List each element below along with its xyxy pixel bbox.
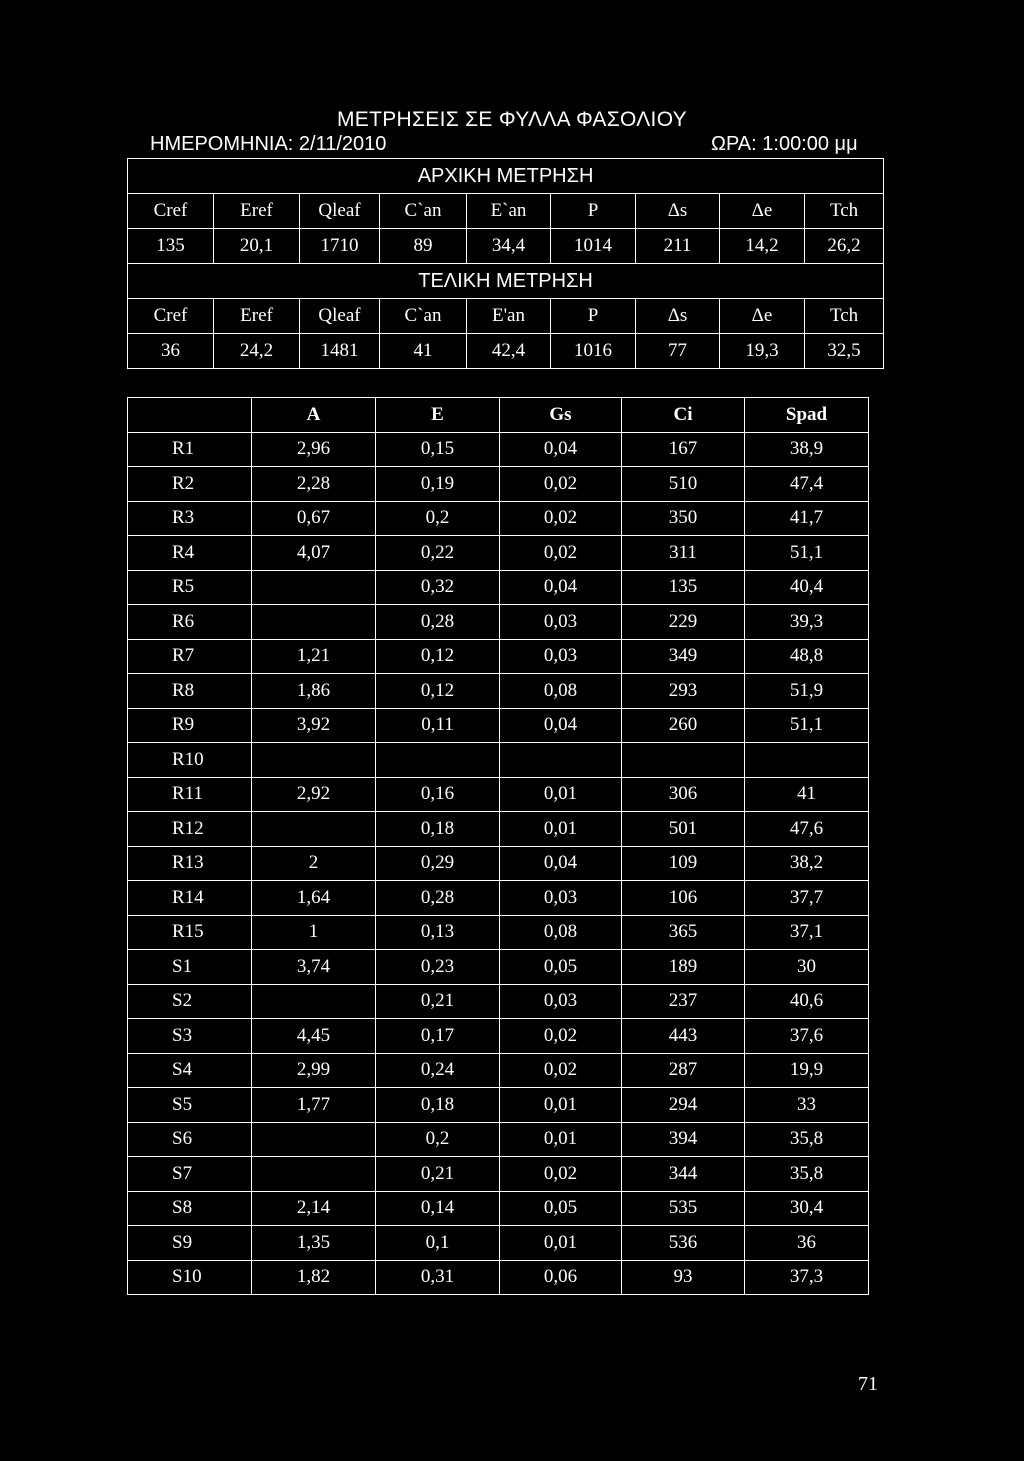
table-cell: 0,02 bbox=[500, 536, 622, 571]
table-cell: S4 bbox=[128, 1053, 252, 1088]
header-cell: Ci bbox=[622, 398, 745, 433]
table-cell: 0,32 bbox=[376, 570, 500, 605]
table-cell: S1 bbox=[128, 950, 252, 985]
header-row bbox=[128, 398, 869, 433]
table-cell: 47,6 bbox=[745, 812, 869, 847]
table-row bbox=[128, 950, 869, 985]
table-cell: 48,8 bbox=[745, 639, 869, 674]
table-row bbox=[128, 777, 869, 812]
table-cell: 2,96 bbox=[252, 432, 376, 467]
table-cell: 0,28 bbox=[376, 605, 500, 640]
table-cell: 1 bbox=[252, 915, 376, 950]
value-cell: 24,2 bbox=[214, 334, 300, 369]
header-cell: Qleaf bbox=[300, 299, 380, 334]
value-row bbox=[128, 334, 884, 369]
table-cell bbox=[252, 605, 376, 640]
value-cell: 14,2 bbox=[720, 229, 805, 264]
table-row bbox=[128, 536, 869, 571]
table-cell: 0,12 bbox=[376, 639, 500, 674]
table-cell: 0,01 bbox=[500, 1122, 622, 1157]
table-cell bbox=[500, 743, 622, 778]
table-cell: 0,67 bbox=[252, 501, 376, 536]
table-cell: 167 bbox=[622, 432, 745, 467]
table-row bbox=[128, 743, 869, 778]
table-cell: 0,28 bbox=[376, 881, 500, 916]
table-cell: 0,1 bbox=[376, 1226, 500, 1261]
table-cell: S7 bbox=[128, 1157, 252, 1192]
table-cell: 237 bbox=[622, 984, 745, 1019]
table-cell: R3 bbox=[128, 501, 252, 536]
table-cell: 510 bbox=[622, 467, 745, 502]
table-row bbox=[128, 1122, 869, 1157]
section-row bbox=[128, 264, 884, 299]
table-cell: 39,3 bbox=[745, 605, 869, 640]
value-cell: 1016 bbox=[551, 334, 636, 369]
table-cell: 0,31 bbox=[376, 1260, 500, 1295]
table-cell: 535 bbox=[622, 1191, 745, 1226]
table-cell bbox=[376, 743, 500, 778]
table-row bbox=[128, 1191, 869, 1226]
table-cell: 4,45 bbox=[252, 1019, 376, 1054]
table-cell: 0,16 bbox=[376, 777, 500, 812]
value-cell: 77 bbox=[636, 334, 720, 369]
table-cell: 33 bbox=[745, 1088, 869, 1123]
table-cell: 1,77 bbox=[252, 1088, 376, 1123]
table-row bbox=[128, 1053, 869, 1088]
table-row bbox=[128, 1226, 869, 1261]
table-cell: 0,21 bbox=[376, 984, 500, 1019]
table-cell: 1,21 bbox=[252, 639, 376, 674]
table-row bbox=[128, 432, 869, 467]
header-cell: Δs bbox=[636, 299, 720, 334]
header-cell: Δe bbox=[720, 194, 805, 229]
table-row bbox=[128, 467, 869, 502]
table-cell: 443 bbox=[622, 1019, 745, 1054]
table-row bbox=[128, 674, 869, 709]
value-cell: 135 bbox=[128, 229, 214, 264]
table-cell: 0,2 bbox=[376, 501, 500, 536]
table-cell: 36 bbox=[745, 1226, 869, 1261]
table-cell: 93 bbox=[622, 1260, 745, 1295]
header-cell: Δe bbox=[720, 299, 805, 334]
value-cell: 20,1 bbox=[214, 229, 300, 264]
table-cell: R5 bbox=[128, 570, 252, 605]
table-cell: 0,29 bbox=[376, 846, 500, 881]
table-row bbox=[128, 570, 869, 605]
table-cell: 0,15 bbox=[376, 432, 500, 467]
measurement-date: ΗΜΕΡΟΜΗΝΙΑ: 2/11/2010 bbox=[150, 133, 387, 155]
table-cell: 37,7 bbox=[745, 881, 869, 916]
header-cell: Cref bbox=[128, 299, 214, 334]
table-cell: 0,04 bbox=[500, 432, 622, 467]
table-cell: R12 bbox=[128, 812, 252, 847]
table-cell: 0,05 bbox=[500, 950, 622, 985]
table-cell bbox=[252, 1122, 376, 1157]
header-cell: E`an bbox=[467, 194, 551, 229]
table-cell: 0,24 bbox=[376, 1053, 500, 1088]
table-row bbox=[128, 846, 869, 881]
table-cell: 0,08 bbox=[500, 674, 622, 709]
table-cell: S3 bbox=[128, 1019, 252, 1054]
table-cell: 0,02 bbox=[500, 1019, 622, 1054]
header-cell: Eref bbox=[214, 299, 300, 334]
table-cell: 294 bbox=[622, 1088, 745, 1123]
table-cell bbox=[252, 984, 376, 1019]
value-cell: 89 bbox=[380, 229, 467, 264]
section-row bbox=[128, 159, 884, 194]
table-cell: R8 bbox=[128, 674, 252, 709]
table-row bbox=[128, 1088, 869, 1123]
header-cell: Qleaf bbox=[300, 194, 380, 229]
header-cell: Δs bbox=[636, 194, 720, 229]
header-cell: Tch bbox=[805, 299, 884, 334]
table-cell: S5 bbox=[128, 1088, 252, 1123]
table-cell: 38,9 bbox=[745, 432, 869, 467]
table-cell: 4,07 bbox=[252, 536, 376, 571]
table-cell: 37,1 bbox=[745, 915, 869, 950]
header-cell: C`an bbox=[380, 194, 467, 229]
table-cell: 0,04 bbox=[500, 846, 622, 881]
table-cell: R10 bbox=[128, 743, 252, 778]
table-cell: 349 bbox=[622, 639, 745, 674]
table-row bbox=[128, 1260, 869, 1295]
value-row bbox=[128, 229, 884, 264]
table-cell: 0,21 bbox=[376, 1157, 500, 1192]
table-cell: 0,02 bbox=[500, 1053, 622, 1088]
table-cell: 1,64 bbox=[252, 881, 376, 916]
table-cell: R13 bbox=[128, 846, 252, 881]
table-row bbox=[128, 1157, 869, 1192]
table-cell bbox=[252, 570, 376, 605]
table-cell: S8 bbox=[128, 1191, 252, 1226]
value-cell: 41 bbox=[380, 334, 467, 369]
value-cell: 34,4 bbox=[467, 229, 551, 264]
header-cell: Gs bbox=[500, 398, 622, 433]
table-cell: 0,22 bbox=[376, 536, 500, 571]
table-cell: 0,13 bbox=[376, 915, 500, 950]
table-cell: 51,1 bbox=[745, 708, 869, 743]
table-cell: 19,9 bbox=[745, 1053, 869, 1088]
table-cell: 38,2 bbox=[745, 846, 869, 881]
value-cell: 19,3 bbox=[720, 334, 805, 369]
table-cell: 350 bbox=[622, 501, 745, 536]
table-cell: 2,28 bbox=[252, 467, 376, 502]
value-cell: 32,5 bbox=[805, 334, 884, 369]
value-cell: 211 bbox=[636, 229, 720, 264]
table-cell: 260 bbox=[622, 708, 745, 743]
header-cell: P bbox=[551, 299, 636, 334]
value-cell: 26,2 bbox=[805, 229, 884, 264]
measurement-time: ΩΡΑ: 1:00:00 μμ bbox=[711, 133, 858, 155]
table-cell: R11 bbox=[128, 777, 252, 812]
table-cell: 0,01 bbox=[500, 1088, 622, 1123]
table-cell: 536 bbox=[622, 1226, 745, 1261]
value-cell: 42,4 bbox=[467, 334, 551, 369]
measurement-table bbox=[127, 158, 884, 369]
table-cell: 2,99 bbox=[252, 1053, 376, 1088]
table-row bbox=[128, 708, 869, 743]
table-cell: 0,04 bbox=[500, 570, 622, 605]
table-cell: 0,12 bbox=[376, 674, 500, 709]
table-cell: 0,02 bbox=[500, 501, 622, 536]
table-cell: 501 bbox=[622, 812, 745, 847]
value-cell: 1481 bbox=[300, 334, 380, 369]
table-cell: 109 bbox=[622, 846, 745, 881]
table-cell: R14 bbox=[128, 881, 252, 916]
table-cell: 0,14 bbox=[376, 1191, 500, 1226]
table-cell bbox=[622, 743, 745, 778]
table-cell: 0,23 bbox=[376, 950, 500, 985]
table-row bbox=[128, 1019, 869, 1054]
table-cell: R2 bbox=[128, 467, 252, 502]
table-cell: 0,18 bbox=[376, 812, 500, 847]
header-cell: C`an bbox=[380, 299, 467, 334]
table-cell: 344 bbox=[622, 1157, 745, 1192]
table-cell: R7 bbox=[128, 639, 252, 674]
table-cell: 0,03 bbox=[500, 639, 622, 674]
table-cell: 1,82 bbox=[252, 1260, 376, 1295]
header-row bbox=[128, 299, 884, 334]
table-cell: 1,35 bbox=[252, 1226, 376, 1261]
table-cell: S2 bbox=[128, 984, 252, 1019]
table-cell: 0,19 bbox=[376, 467, 500, 502]
table-cell: 37,3 bbox=[745, 1260, 869, 1295]
table-cell: 306 bbox=[622, 777, 745, 812]
table-cell: 106 bbox=[622, 881, 745, 916]
table-cell: 1,86 bbox=[252, 674, 376, 709]
table-cell: 135 bbox=[622, 570, 745, 605]
table-cell: 0,18 bbox=[376, 1088, 500, 1123]
table-cell: 0,03 bbox=[500, 881, 622, 916]
table-row bbox=[128, 501, 869, 536]
table-cell: 0,11 bbox=[376, 708, 500, 743]
table-cell: 47,4 bbox=[745, 467, 869, 502]
table-cell: 0,01 bbox=[500, 777, 622, 812]
table-cell: S9 bbox=[128, 1226, 252, 1261]
table-cell: 293 bbox=[622, 674, 745, 709]
table-cell bbox=[745, 743, 869, 778]
table-cell bbox=[252, 812, 376, 847]
table-cell: 41,7 bbox=[745, 501, 869, 536]
table-row bbox=[128, 881, 869, 916]
header-cell: A bbox=[252, 398, 376, 433]
table-cell: R1 bbox=[128, 432, 252, 467]
table-cell: 35,8 bbox=[745, 1122, 869, 1157]
table-row bbox=[128, 639, 869, 674]
table-cell: 41 bbox=[745, 777, 869, 812]
value-cell: 1014 bbox=[551, 229, 636, 264]
table-cell: 365 bbox=[622, 915, 745, 950]
header-row bbox=[128, 194, 884, 229]
header-cell: E'an bbox=[467, 299, 551, 334]
table-cell: 40,4 bbox=[745, 570, 869, 605]
table-cell: 2 bbox=[252, 846, 376, 881]
header-cell: Tch bbox=[805, 194, 884, 229]
header-cell: Spad bbox=[745, 398, 869, 433]
page-number: 71 bbox=[858, 1373, 878, 1395]
table-cell: 35,8 bbox=[745, 1157, 869, 1192]
table-row bbox=[128, 984, 869, 1019]
table-cell: 0,03 bbox=[500, 984, 622, 1019]
table-cell: 51,9 bbox=[745, 674, 869, 709]
header-cell bbox=[128, 398, 252, 433]
table-cell bbox=[252, 1157, 376, 1192]
table-cell: 0,06 bbox=[500, 1260, 622, 1295]
section-label: ΑΡΧΙΚΗ ΜΕΤΡΗΣΗ bbox=[128, 159, 884, 194]
table-cell: R6 bbox=[128, 605, 252, 640]
table-cell: 0,17 bbox=[376, 1019, 500, 1054]
header-cell: E bbox=[376, 398, 500, 433]
value-cell: 36 bbox=[128, 334, 214, 369]
table-cell: 311 bbox=[622, 536, 745, 571]
table-cell: 0,01 bbox=[500, 812, 622, 847]
table-cell: 0,2 bbox=[376, 1122, 500, 1157]
table-cell: 189 bbox=[622, 950, 745, 985]
header-cell: Eref bbox=[214, 194, 300, 229]
header-cell: Cref bbox=[128, 194, 214, 229]
table-cell: 40,6 bbox=[745, 984, 869, 1019]
table-cell: 0,02 bbox=[500, 1157, 622, 1192]
table-cell: 229 bbox=[622, 605, 745, 640]
value-cell: 1710 bbox=[300, 229, 380, 264]
table-cell: 0,03 bbox=[500, 605, 622, 640]
page-title: ΜΕΤΡΗΣΕΙΣ ΣΕ ΦΥΛΛΑ ΦΑΣΟΛΙΟΥ bbox=[337, 108, 687, 131]
table-cell: R9 bbox=[128, 708, 252, 743]
table-cell: R4 bbox=[128, 536, 252, 571]
table-cell: 0,01 bbox=[500, 1226, 622, 1261]
table-cell: 51,1 bbox=[745, 536, 869, 571]
table-row bbox=[128, 605, 869, 640]
table-row bbox=[128, 812, 869, 847]
table-cell: 287 bbox=[622, 1053, 745, 1088]
table-row bbox=[128, 915, 869, 950]
table-cell: 30,4 bbox=[745, 1191, 869, 1226]
table-cell: 2,14 bbox=[252, 1191, 376, 1226]
table-cell: R15 bbox=[128, 915, 252, 950]
table-cell: 3,74 bbox=[252, 950, 376, 985]
table-cell: 37,6 bbox=[745, 1019, 869, 1054]
results-table bbox=[127, 397, 869, 1295]
table-cell: 0,08 bbox=[500, 915, 622, 950]
header-cell: P bbox=[551, 194, 636, 229]
table-cell: 394 bbox=[622, 1122, 745, 1157]
table-cell: 0,04 bbox=[500, 708, 622, 743]
table-cell: S10 bbox=[128, 1260, 252, 1295]
table-cell: 0,02 bbox=[500, 467, 622, 502]
table-cell: 30 bbox=[745, 950, 869, 985]
table-cell: 2,92 bbox=[252, 777, 376, 812]
table-cell bbox=[252, 743, 376, 778]
table-cell: 0,05 bbox=[500, 1191, 622, 1226]
section-label: ΤΕΛΙΚΗ ΜΕΤΡΗΣΗ bbox=[128, 264, 884, 299]
table-cell: 3,92 bbox=[252, 708, 376, 743]
table-cell: S6 bbox=[128, 1122, 252, 1157]
